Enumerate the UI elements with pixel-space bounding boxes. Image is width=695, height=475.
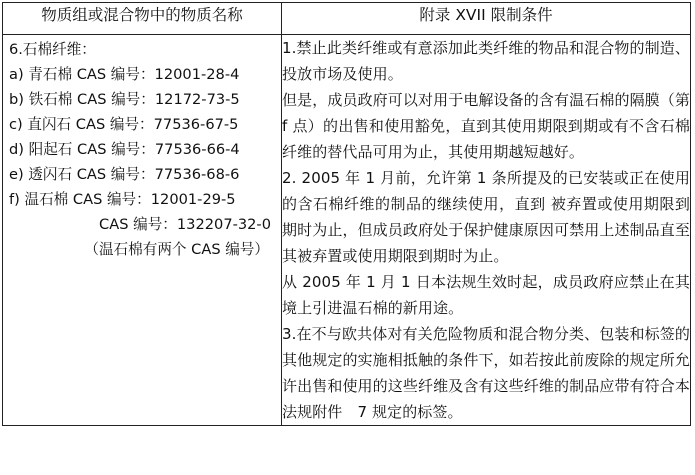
header-substance-name: 物质组或混合物中的物质名称 xyxy=(3,3,282,35)
condition-paragraph: 1.禁止此类纤维或有意添加此类纤维的物品和混合物的制造、投放市场及使用。 xyxy=(282,39,690,83)
substance-extra-cas: CAS 编号：132207-32-0 xyxy=(99,216,271,233)
header-restriction-conditions: 附录 XVII 限制条件 xyxy=(282,3,691,35)
substance-note: （温石棉有两个 CAS 编号） xyxy=(84,241,269,258)
restriction-table xyxy=(2,2,691,426)
substance-item: b) 铁石棉 CAS 编号：12172-73-5 xyxy=(9,91,240,108)
condition-paragraph: 2. 2005 年 1 月前，允许第 1 条所提及的已安装或正在使用的含石棉纤维的制品的继续使用，直到 被弃置或使用期限到期时为止，但成员政府处于保护健康原因可禁用上述制品直至其被弃置或使用期限到期时为止。 xyxy=(282,169,690,265)
table-row xyxy=(3,35,691,426)
substance-group-title: 6.石棉纤维： xyxy=(9,41,96,58)
regulation-document xyxy=(2,2,690,470)
substance-item: e) 透闪石 CAS 编号：77536-68-6 xyxy=(9,166,240,183)
conditions-cell xyxy=(282,35,691,426)
substance-item: f) 温石棉 CAS 编号：12001-29-5 xyxy=(9,191,236,208)
condition-paragraph: 从 2005 年 1 月 1 日本法规生效时起，成员政府应禁止在其境上引进温石棉的新用途。 xyxy=(282,273,690,317)
substance-item: c) 直闪石 CAS 编号：77536-67-5 xyxy=(9,116,239,133)
condition-paragraph: 但是，成员政府可以对用于电解设备的含有温石棉的隔膜（第 f 点）的出售和使用豁免，直到其使用期限到期或有不含石棉纤维的替代品可用为止，其使用期越短越好。 xyxy=(282,91,690,161)
table-header-row xyxy=(3,3,691,35)
substance-cell xyxy=(3,35,282,426)
condition-paragraph: 3.在不与欧共体对有关危险物质和混合物分类、包装和标签的其他规定的实施相抵触的条件下，如若按此前废除的规定所允许出售和使用的这些纤维及含有这些纤维的制品应带有符合本法规附件 7 规定的标签。 xyxy=(282,325,690,421)
substance-item: d) 阳起石 CAS 编号：77536-66-4 xyxy=(9,141,240,158)
substance-list xyxy=(3,37,281,262)
substance-item: a) 青石棉 CAS 编号：12001-28-4 xyxy=(9,66,240,83)
